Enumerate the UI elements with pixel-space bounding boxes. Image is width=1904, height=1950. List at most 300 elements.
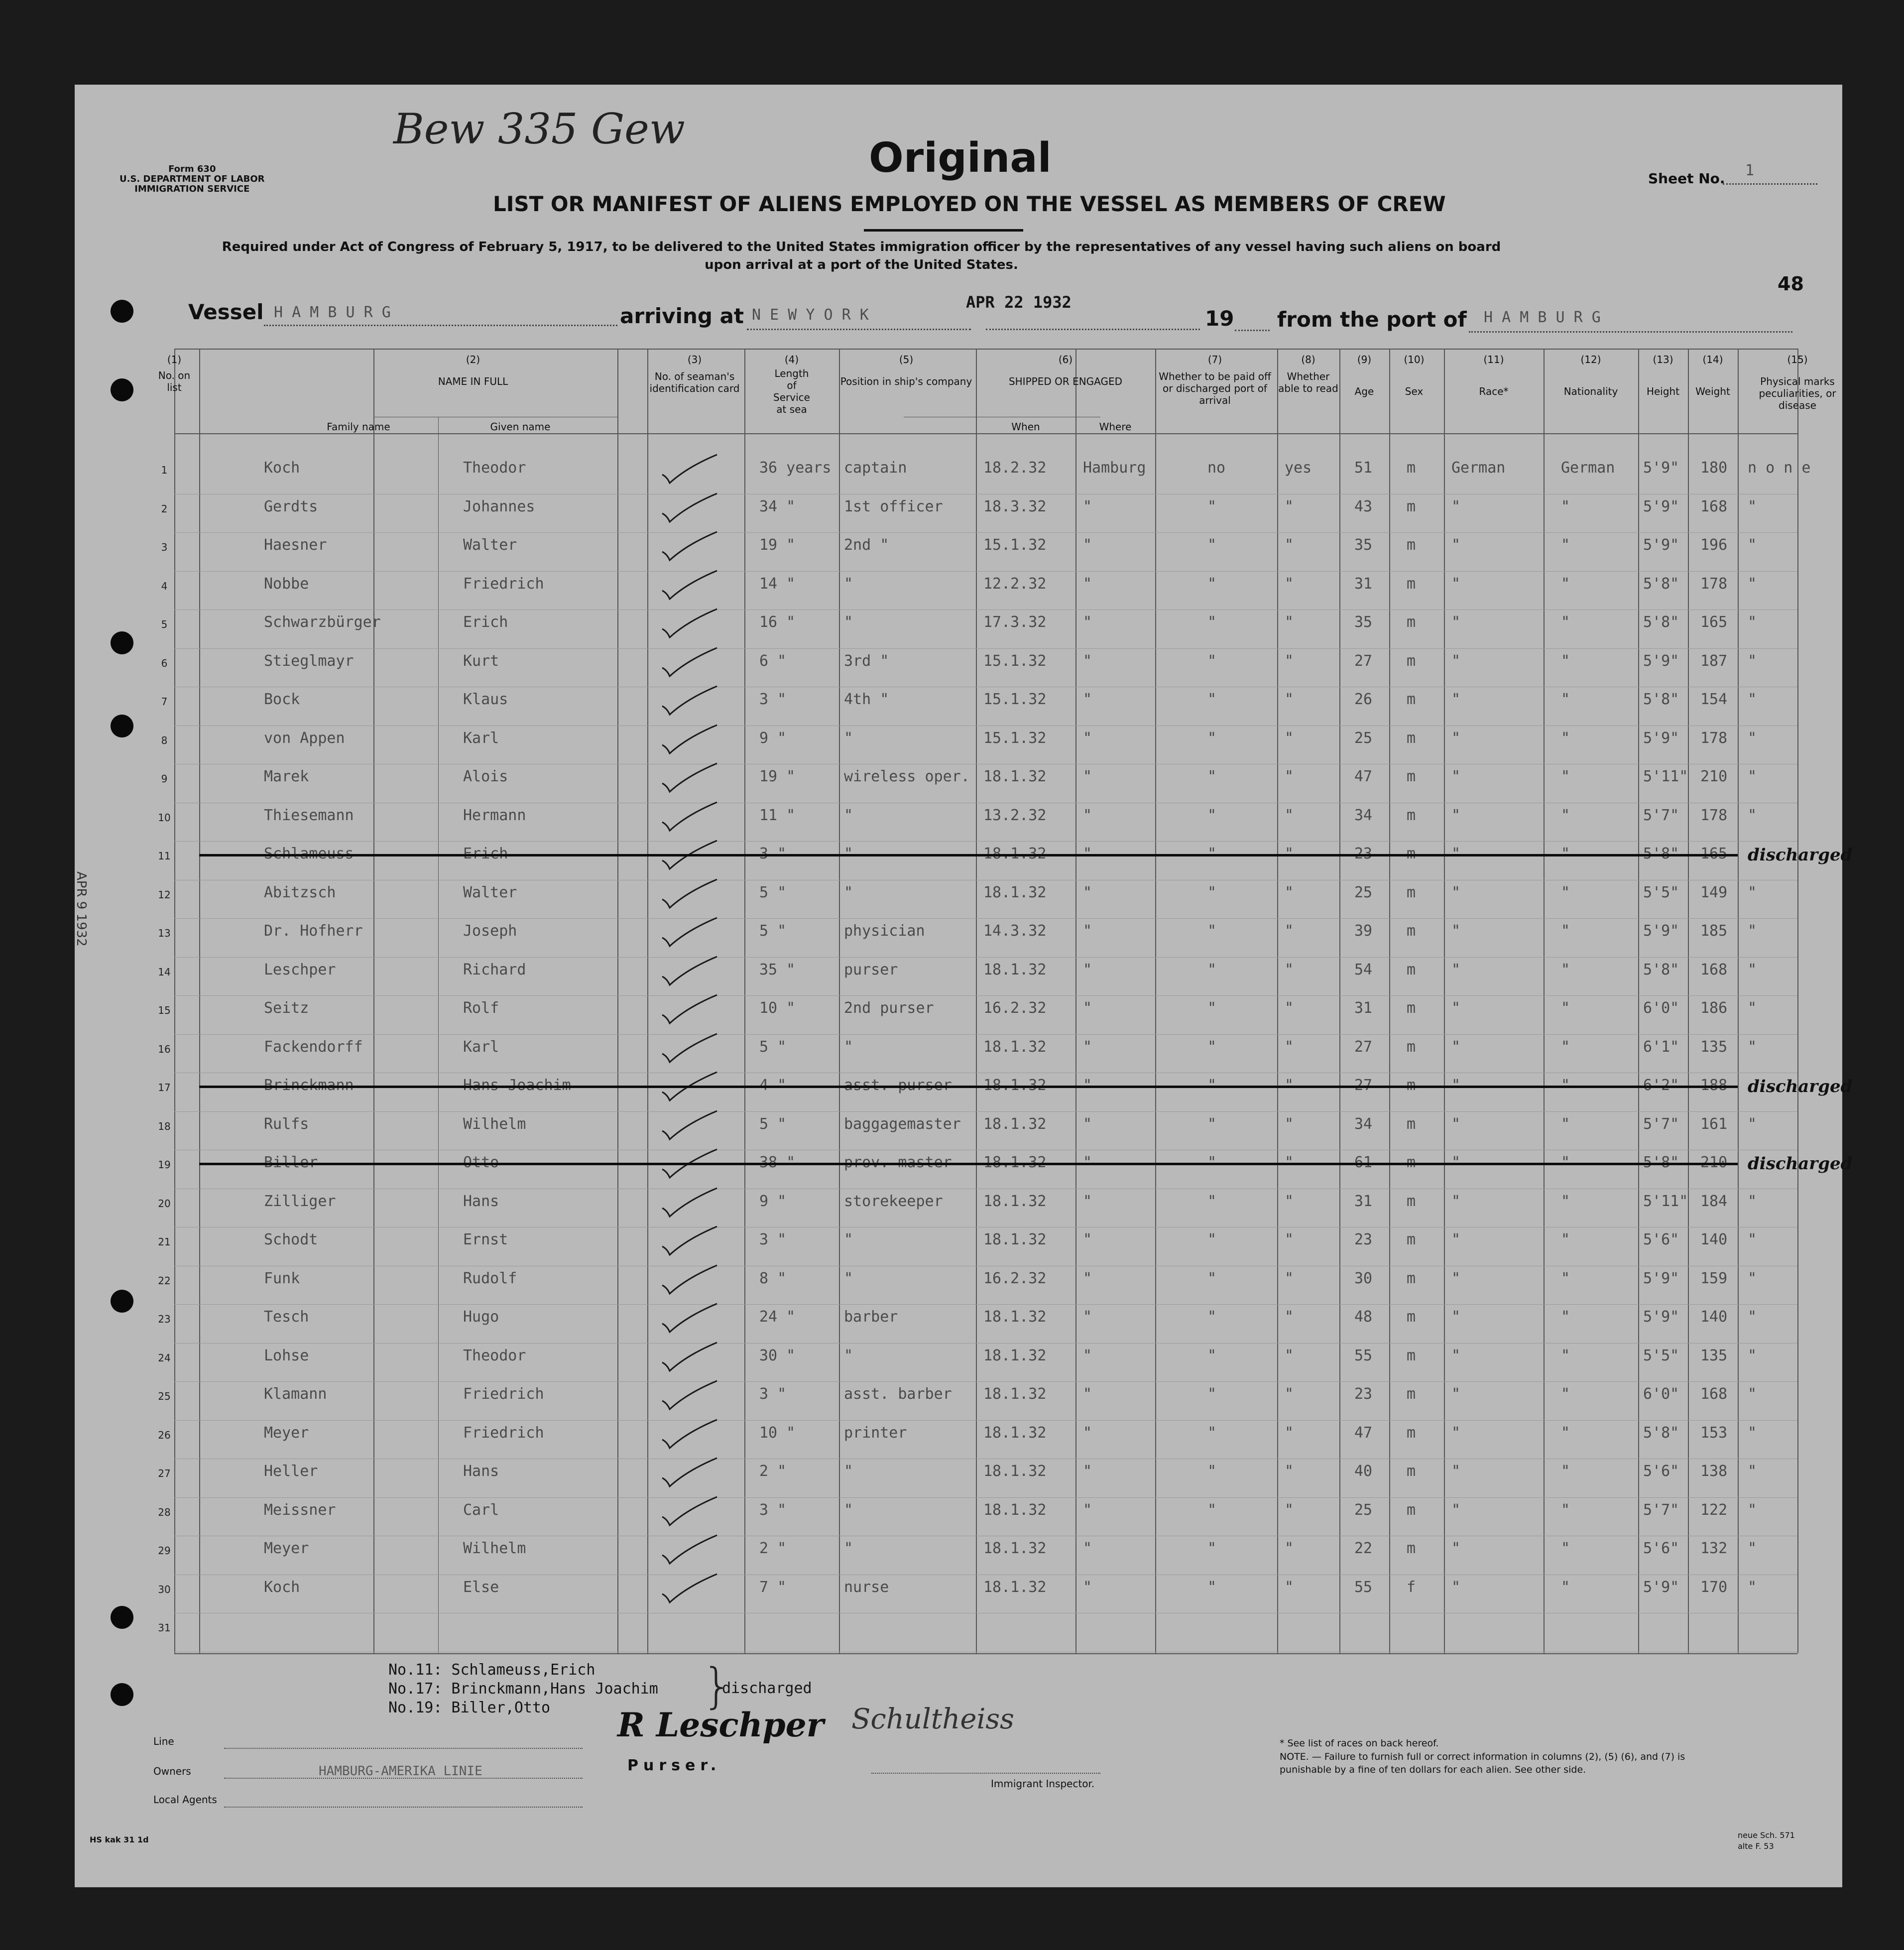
column-divider — [976, 349, 977, 1653]
cell-paid: " — [1207, 1346, 1217, 1364]
cell-age: 30 — [1354, 1269, 1373, 1287]
cell-paid: no — [1207, 459, 1226, 477]
cell-when: 18.3.32 — [983, 497, 1047, 515]
cell-marks: " — [1748, 961, 1757, 978]
check-mark-icon — [657, 1263, 722, 1298]
cell-marks: " — [1748, 806, 1757, 824]
cell-when: 18.1.32 — [983, 1578, 1047, 1596]
cell-paid: " — [1207, 922, 1217, 940]
cell-race: " — [1451, 1308, 1461, 1326]
cell-height: 5'6" — [1643, 1540, 1679, 1557]
document-title: Original — [869, 134, 1052, 182]
cell-height: 5'8" — [1643, 961, 1679, 978]
cell-service: 10 " — [759, 999, 796, 1017]
cell-nat: " — [1561, 922, 1570, 940]
row-number: 17 — [158, 1082, 171, 1094]
cell-marks: " — [1748, 1462, 1757, 1480]
cell-nat: " — [1561, 999, 1570, 1017]
cell-sex: m — [1407, 1115, 1416, 1133]
cell-service: 5 " — [759, 1038, 787, 1056]
cell-race: " — [1451, 1578, 1461, 1596]
cell-where: " — [1083, 1115, 1092, 1133]
cell-sex: m — [1407, 1462, 1416, 1480]
cell-marks: discharged — [1748, 1077, 1853, 1097]
cell-marks: " — [1748, 536, 1757, 554]
cell-position: 1st officer — [844, 497, 943, 515]
cell-position: 2nd purser — [844, 999, 934, 1017]
cell-paid: " — [1207, 806, 1217, 824]
cell-sex: m — [1407, 1385, 1416, 1403]
cell-service: 19 " — [759, 768, 796, 785]
cell-paid: " — [1207, 575, 1217, 593]
cell-marks: " — [1748, 1231, 1757, 1248]
cell-where: " — [1083, 652, 1092, 670]
cell-weight: 187 — [1700, 652, 1728, 670]
cell-race: " — [1451, 729, 1461, 747]
cell-read: " — [1285, 1346, 1294, 1364]
cell-where: " — [1083, 1540, 1092, 1557]
cell-marks: " — [1748, 652, 1757, 670]
cell-paid: " — [1207, 536, 1217, 554]
cell-weight: 159 — [1700, 1269, 1728, 1287]
cell-height: 5'11" — [1643, 768, 1688, 785]
cell-when: 16.2.32 — [983, 1269, 1047, 1287]
row-number: 6 — [161, 657, 168, 669]
cell-nat: " — [1561, 1231, 1570, 1248]
cell-nat: " — [1561, 691, 1570, 708]
cell-given: Hans — [463, 1462, 499, 1480]
given-name-header: Given name — [490, 421, 551, 433]
cell-sex: m — [1407, 961, 1416, 978]
column-divider — [1544, 349, 1545, 1653]
check-mark-icon — [657, 529, 722, 564]
cell-given: Hans — [463, 1192, 499, 1210]
cell-given: Klaus — [463, 691, 508, 708]
line-label: Line — [153, 1735, 174, 1747]
when-header: When — [1011, 421, 1040, 433]
cell-weight: 165 — [1700, 613, 1728, 631]
row-number: 1 — [161, 464, 168, 476]
cell-age: 27 — [1354, 1038, 1373, 1056]
cell-race: " — [1451, 691, 1461, 708]
cell-weight: 140 — [1700, 1308, 1728, 1326]
cell-service: 5 " — [759, 883, 787, 901]
row-number: 24 — [158, 1351, 171, 1364]
cell-read: " — [1285, 1462, 1294, 1480]
cell-race: " — [1451, 1462, 1461, 1480]
cell-sex: m — [1407, 1192, 1416, 1210]
check-mark-icon — [657, 1533, 722, 1568]
cell-service: 2 " — [759, 1540, 787, 1557]
cell-marks: " — [1748, 1038, 1757, 1056]
cell-when: 18.1.32 — [983, 883, 1047, 901]
cell-age: 22 — [1354, 1540, 1373, 1557]
cell-weight: 140 — [1700, 1231, 1728, 1248]
cell-read: " — [1285, 1115, 1294, 1133]
cell-service: 36 years — [759, 459, 832, 477]
purser-label: Purser. — [627, 1757, 721, 1774]
cell-where: " — [1083, 922, 1092, 940]
cell-race: " — [1451, 613, 1461, 631]
cell-paid: " — [1207, 961, 1217, 978]
check-mark-icon — [657, 684, 722, 719]
cell-height: 5'8" — [1643, 691, 1679, 708]
cell-read: " — [1285, 999, 1294, 1017]
check-mark-icon — [657, 1186, 722, 1220]
cell-paid: " — [1207, 497, 1217, 515]
row-divider — [174, 1381, 1797, 1382]
cell-when: 18.1.32 — [983, 768, 1047, 785]
cell-paid: " — [1207, 1192, 1217, 1210]
binder-hole — [111, 1606, 133, 1629]
cell-sex: m — [1407, 883, 1416, 901]
cell-position: " — [844, 1038, 853, 1056]
row-number: 12 — [158, 888, 171, 901]
cell-service: 3 " — [759, 1501, 787, 1519]
cell-given: Rudolf — [463, 1269, 517, 1287]
from-port: H A M B U R G — [1484, 309, 1601, 326]
cell-age: 23 — [1354, 1385, 1373, 1403]
cell-family: Nobbe — [264, 575, 309, 593]
margin-stamp: APR 9 1932 — [74, 871, 89, 947]
cell-paid: " — [1207, 652, 1217, 670]
cell-when: 18.1.32 — [983, 1115, 1047, 1133]
cell-read: " — [1285, 806, 1294, 824]
row-number: 30 — [158, 1583, 171, 1595]
row-divider — [174, 957, 1797, 958]
cell-height: 6'0" — [1643, 1385, 1679, 1403]
cell-weight: 178 — [1700, 575, 1728, 593]
cell-race: " — [1451, 922, 1461, 940]
row-number: 28 — [158, 1506, 171, 1518]
cell-age: 40 — [1354, 1462, 1373, 1480]
cell-nat: " — [1561, 729, 1570, 747]
row-divider — [174, 571, 1797, 572]
cell-age: 47 — [1354, 1424, 1373, 1442]
cell-race: German — [1451, 459, 1506, 477]
strike-through-line — [199, 1163, 1738, 1165]
cell-position: asst. barber — [844, 1385, 952, 1403]
cell-age: 34 — [1354, 806, 1373, 824]
cell-position: printer — [844, 1424, 907, 1442]
cell-weight: 178 — [1700, 729, 1728, 747]
cell-read: " — [1285, 1578, 1294, 1596]
cell-family: Dr. Hofherr — [264, 922, 363, 940]
row-number: 29 — [158, 1545, 171, 1557]
check-mark-icon — [657, 954, 722, 989]
cell-position: " — [844, 729, 853, 747]
cell-marks: " — [1748, 922, 1757, 940]
vessel-line — [264, 325, 617, 326]
service: IMMIGRATION SERVICE — [134, 184, 250, 194]
check-mark-icon — [657, 645, 722, 680]
arriving-line — [747, 329, 971, 330]
row-number: 19 — [158, 1159, 171, 1171]
cell-position: " — [844, 1540, 853, 1557]
agents-dotted — [224, 1807, 583, 1808]
cell-service: 5 " — [759, 1115, 787, 1133]
cell-height: 5'9" — [1643, 497, 1679, 515]
cell-age: 48 — [1354, 1308, 1373, 1326]
col2-header: (2) NAME IN FULL — [438, 354, 508, 387]
cell-service: 35 " — [759, 961, 796, 978]
cell-race: " — [1451, 652, 1461, 670]
cell-marks: " — [1748, 691, 1757, 708]
check-mark-icon — [657, 1494, 722, 1529]
cell-age: 35 — [1354, 613, 1373, 631]
cell-nat: " — [1561, 1269, 1570, 1287]
check-mark-icon — [657, 1108, 722, 1143]
cell-given: Johannes — [463, 497, 535, 515]
cell-nat: " — [1561, 1115, 1570, 1133]
cell-nat: " — [1561, 1424, 1570, 1442]
cell-weight: 135 — [1700, 1038, 1728, 1056]
cell-height: 5'7" — [1643, 806, 1679, 824]
cell-service: 2 " — [759, 1462, 787, 1480]
cell-service: 6 " — [759, 652, 787, 670]
cell-family: Tesch — [264, 1308, 309, 1326]
cell-weight: 210 — [1700, 768, 1728, 785]
cell-height: 5'9" — [1643, 536, 1679, 554]
cell-read: " — [1285, 729, 1294, 747]
cell-service: 30 " — [759, 1346, 796, 1364]
cell-sex: m — [1407, 1346, 1416, 1364]
cell-marks: " — [1748, 1424, 1757, 1442]
cell-family: Bock — [264, 691, 300, 708]
cell-family: Rulfs — [264, 1115, 309, 1133]
cell-where: " — [1083, 1231, 1092, 1248]
cell-marks: discharged — [1748, 845, 1853, 865]
row-divider — [174, 648, 1797, 649]
col4-header: (4) Length of Service at sea — [773, 354, 810, 415]
cell-nat: " — [1561, 1192, 1570, 1210]
cell-race: " — [1451, 1346, 1461, 1364]
check-mark-icon — [657, 607, 722, 641]
cell-position: baggagemaster — [844, 1115, 961, 1133]
cell-paid: " — [1207, 1540, 1217, 1557]
cell-race: " — [1451, 1385, 1461, 1403]
cell-weight: 132 — [1700, 1540, 1728, 1557]
cell-age: 26 — [1354, 691, 1373, 708]
department: U.S. DEPARTMENT OF LABOR — [119, 174, 265, 184]
cell-height: 5'8" — [1643, 1424, 1679, 1442]
column-divider — [1277, 349, 1278, 1653]
date-line — [986, 329, 1200, 330]
cell-position: " — [844, 575, 853, 593]
check-mark-icon — [657, 1224, 722, 1259]
cell-position: " — [844, 883, 853, 901]
cell-marks: " — [1748, 729, 1757, 747]
cell-race: " — [1451, 1424, 1461, 1442]
cell-where: " — [1083, 1501, 1092, 1519]
cell-paid: " — [1207, 613, 1217, 631]
cell-weight: 186 — [1700, 999, 1728, 1017]
cell-paid: " — [1207, 768, 1217, 785]
cell-nat: " — [1561, 1385, 1570, 1403]
row-number: 26 — [158, 1429, 171, 1441]
cell-family: Zilliger — [264, 1192, 336, 1210]
inspector-label: Immigrant Inspector. — [991, 1778, 1095, 1790]
cell-marks: discharged — [1748, 1154, 1853, 1174]
cell-where: " — [1083, 1578, 1092, 1596]
cell-read: " — [1285, 1192, 1294, 1210]
cell-paid: " — [1207, 691, 1217, 708]
cell-position: purser — [844, 961, 898, 978]
row-number: 16 — [158, 1043, 171, 1055]
cell-marks: " — [1748, 575, 1757, 593]
cell-marks: " — [1748, 1540, 1757, 1557]
row-number: 3 — [161, 541, 168, 553]
cell-weight: 185 — [1700, 922, 1728, 940]
row-number: 15 — [158, 1004, 171, 1016]
cell-race: " — [1451, 1540, 1461, 1557]
cell-age: 31 — [1354, 575, 1373, 593]
cell-read: " — [1285, 575, 1294, 593]
column-divider — [839, 349, 840, 1653]
sheet-label: Sheet No. — [1648, 170, 1725, 187]
cell-given: Ernst — [463, 1231, 508, 1248]
cell-sex: m — [1407, 768, 1416, 785]
cell-when: 13.2.32 — [983, 806, 1047, 824]
cell-weight: 161 — [1700, 1115, 1728, 1133]
cell-sex: m — [1407, 1269, 1416, 1287]
cell-family: Schodt — [264, 1231, 318, 1248]
cell-given: Kurt — [463, 652, 499, 670]
cell-height: 5'11" — [1643, 1192, 1688, 1210]
cell-family: Lohse — [264, 1346, 309, 1364]
cell-position: " — [844, 1462, 853, 1480]
cell-race: " — [1451, 1115, 1461, 1133]
cell-marks: " — [1748, 768, 1757, 785]
check-mark-icon — [657, 877, 722, 912]
cell-weight: 170 — [1700, 1578, 1728, 1596]
cell-sex: m — [1407, 729, 1416, 747]
row-divider — [174, 995, 1797, 996]
cell-age: 55 — [1354, 1578, 1373, 1596]
cell-family: Meissner — [264, 1501, 336, 1519]
cell-when: 17.3.32 — [983, 613, 1047, 631]
cell-where: " — [1083, 999, 1092, 1017]
sheet-number: 1 — [1745, 162, 1755, 179]
discharged-note: No.11: Schlameuss,Erich — [388, 1661, 595, 1679]
cell-family: Heller — [264, 1462, 318, 1480]
cell-weight: 122 — [1700, 1501, 1728, 1519]
cell-height: 5'9" — [1643, 1578, 1679, 1596]
cell-service: 16 " — [759, 613, 796, 631]
cell-nat: " — [1561, 1308, 1570, 1326]
cell-height: 5'6" — [1643, 1231, 1679, 1248]
cell-when: 18.1.32 — [983, 1424, 1047, 1442]
cell-marks: n o n e — [1748, 459, 1811, 477]
cell-when: 18.1.32 — [983, 1346, 1047, 1364]
cell-marks: " — [1748, 613, 1757, 631]
cell-sex: m — [1407, 806, 1416, 824]
cell-position: physician — [844, 922, 925, 940]
cell-read: " — [1285, 1308, 1294, 1326]
cell-age: 34 — [1354, 1115, 1373, 1133]
cell-family: Funk — [264, 1269, 300, 1287]
cell-when: 15.1.32 — [983, 652, 1047, 670]
check-mark-icon — [657, 1378, 722, 1413]
cell-family: von Appen — [264, 729, 345, 747]
cell-height: 5'9" — [1643, 1269, 1679, 1287]
manifest-sheet — [74, 85, 1853, 1887]
cell-when: 15.1.32 — [983, 536, 1047, 554]
cell-nat: " — [1561, 536, 1570, 554]
cell-marks: " — [1748, 999, 1757, 1017]
cell-paid: " — [1207, 1424, 1217, 1442]
cell-race: " — [1451, 883, 1461, 901]
schedule-codes: neue Sch. 571 alte F. 53 — [1738, 1830, 1795, 1851]
cell-family: Klamann — [264, 1385, 327, 1403]
cell-when: 15.1.32 — [983, 729, 1047, 747]
cell-read: " — [1285, 1385, 1294, 1403]
row-number: 8 — [161, 734, 168, 746]
cell-family: Meyer — [264, 1540, 309, 1557]
check-mark-icon — [657, 491, 722, 526]
cell-age: 35 — [1354, 536, 1373, 554]
col1-header: (1) No. on list — [158, 354, 191, 393]
brace: } — [702, 1658, 733, 1714]
cell-sex: m — [1407, 691, 1416, 708]
cell-family: Koch — [264, 459, 300, 477]
column-divider — [647, 349, 648, 1653]
row-number: 7 — [161, 696, 168, 708]
row-divider — [174, 532, 1797, 533]
cell-paid: " — [1207, 999, 1217, 1017]
cell-where: " — [1083, 613, 1092, 631]
check-mark-icon — [657, 1417, 722, 1452]
cell-read: " — [1285, 883, 1294, 901]
cell-paid: " — [1207, 1501, 1217, 1519]
cell-given: Walter — [463, 536, 517, 554]
cell-weight: 168 — [1700, 961, 1728, 978]
cell-where: " — [1083, 883, 1092, 901]
cell-nat: " — [1561, 1540, 1570, 1557]
cell-marks: " — [1748, 1269, 1757, 1287]
cell-given: Richard — [463, 961, 526, 978]
cell-service: 8 " — [759, 1269, 787, 1287]
cell-height: 5'5" — [1643, 1346, 1679, 1364]
cell-age: 25 — [1354, 883, 1373, 901]
cell-race: " — [1451, 1501, 1461, 1519]
cell-marks: " — [1748, 1578, 1757, 1596]
cell-when: 18.1.32 — [983, 1231, 1047, 1248]
cell-given: Karl — [463, 1038, 499, 1056]
row-number: 23 — [158, 1313, 171, 1325]
cell-position: 3rd " — [844, 652, 889, 670]
cell-sex: m — [1407, 1501, 1416, 1519]
cell-sex: m — [1407, 459, 1416, 477]
cell-age: 55 — [1354, 1346, 1373, 1364]
requirement-text: Required under Act of Congress of February 5, 1917, to be delivered to the United States immigration officer by the representatives of any vessel having such aliens on board upon arrival at a port of the United States. — [222, 240, 1501, 272]
cell-race: " — [1451, 999, 1461, 1017]
cell-where: " — [1083, 768, 1092, 785]
column-divider — [1155, 349, 1156, 1653]
cell-race: " — [1451, 1038, 1461, 1056]
cell-nat: " — [1561, 1038, 1570, 1056]
cell-nat: German — [1561, 459, 1615, 477]
cell-given: Theodor — [463, 1346, 526, 1364]
cell-nat: " — [1561, 1462, 1570, 1480]
cell-weight: 168 — [1700, 1385, 1728, 1403]
cell-where: " — [1083, 1462, 1092, 1480]
cell-age: 25 — [1354, 729, 1373, 747]
cell-paid: " — [1207, 1462, 1217, 1480]
column-divider — [744, 349, 745, 1653]
cell-family: Stieglmayr — [264, 652, 354, 670]
cell-when: 18.2.32 — [983, 459, 1047, 477]
